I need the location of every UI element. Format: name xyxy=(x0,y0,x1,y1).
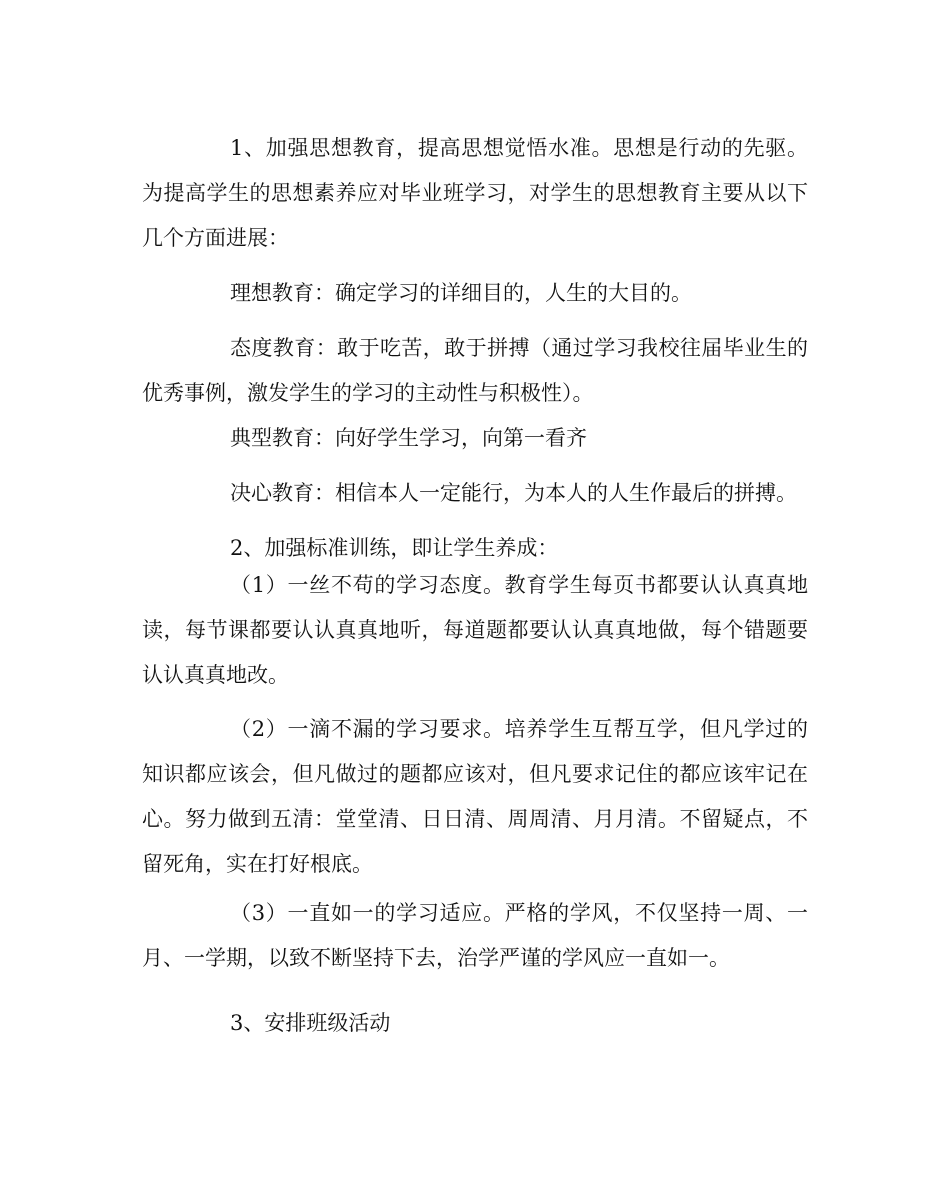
paragraph-ideal-education: 理想教育：确定学习的详细目的，人生的大目的。 xyxy=(230,281,692,305)
paragraph-item-2: （2）一滴不漏的学习要求。培养学生互帮互学，但凡学过的知识都应该会，但凡做过的题都应该对，但凡要求记住的都应该牢记在心。努力做到五清：堂堂清、日日清、周周清、月月清。不留疑点，不留死角，实在打好根底。 xyxy=(142,717,808,876)
paragraph-standard-training: 2、加强标准训练，即让学生养成： xyxy=(230,536,559,560)
paragraph-item-3: （3）一直如一的学习适应。严格的学风，不仅坚持一周、一月、一学期，以致不断坚持下去，治学严谨的学风应一直如一。 xyxy=(142,901,808,970)
paragraph-attitude-education: 态度教育：敢于吃苦，敢于拼搏（通过学习我校往届毕业生的优秀事例，激发学生的学习的主动性与积极性）。 xyxy=(142,336,808,405)
paragraph-ideological-education: 1、加强思想教育，提高思想觉悟水准。思想是行动的先驱。为提高学生的思想素养应对毕业班学习，对学生的思想教育主要从以下几个方面进展： xyxy=(142,136,808,250)
paragraph-determination-education: 决心教育：相信本人一定能行，为本人的人生作最后的拼搏。 xyxy=(230,481,797,505)
paragraph-item-1: （1）一丝不苟的学习态度。教育学生每页书都要认认真真地读，每节课都要认认真真地听，每道题都要认认真真地做，每个错题要认认真真地改。 xyxy=(142,573,808,687)
paragraph-model-education: 典型教育：向好学生学习，向第一看齐 xyxy=(230,426,587,450)
paragraph-class-activities: 3、安排班级活动 xyxy=(230,1011,391,1035)
